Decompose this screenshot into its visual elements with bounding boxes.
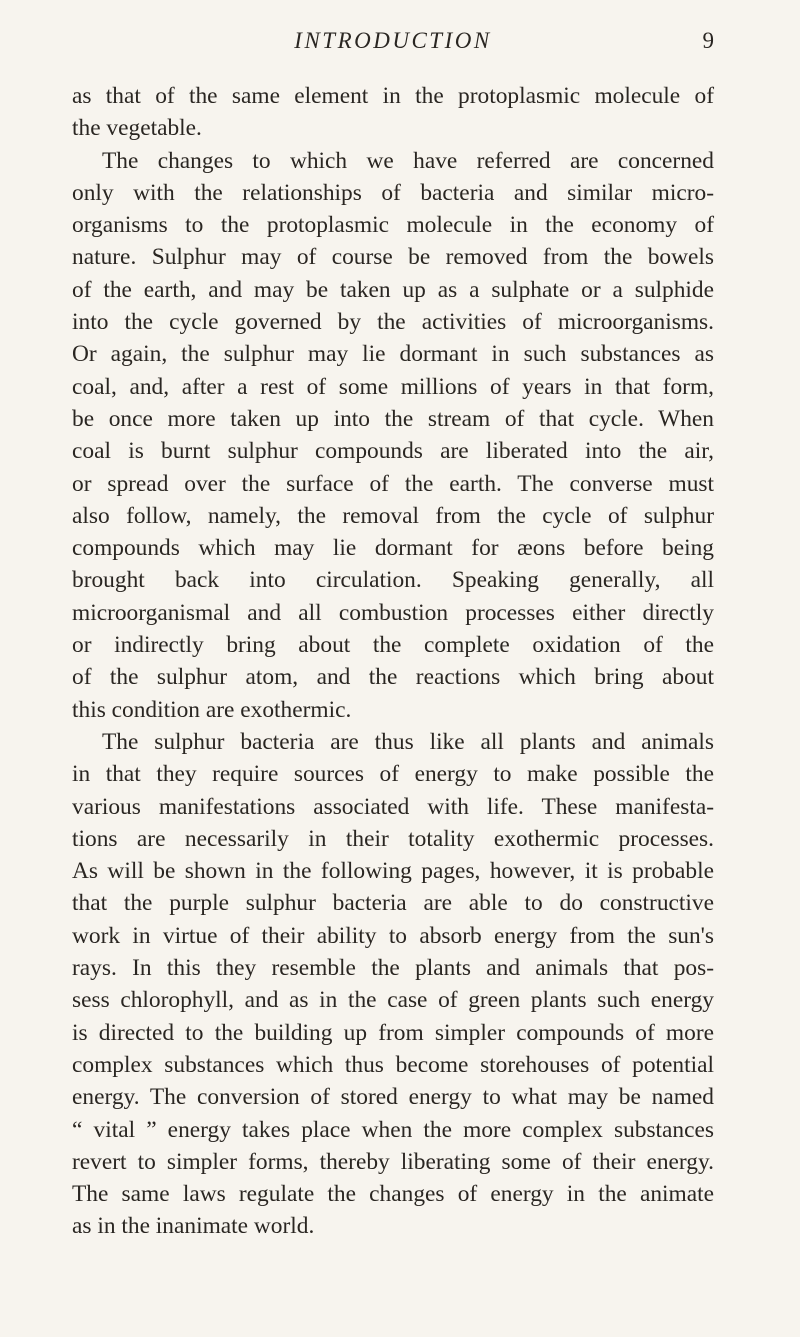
text-line: tions are necessarily in their totality exothermic processes.	[72, 825, 714, 852]
text-line: that the purple sulphur bacteria are able to do constructive	[72, 890, 714, 917]
text-line: microorganismal and all combustion processes either directly	[72, 599, 714, 626]
text-line: as that of the same element in the protoplasmic molecule of	[72, 83, 714, 109]
text-line: coal is burnt sulphur compounds are liberated into the air,	[72, 438, 714, 465]
text-line: or spread over the surface of the earth. The converse must	[72, 470, 714, 497]
text-line: brought back into circulation. Speaking generally, all	[72, 567, 714, 594]
text-line: be once more taken up into the stream of that cycle. When	[72, 405, 714, 432]
text-line: of the earth, and may be taken up as a sulphate or a sulphide	[72, 276, 714, 303]
text-line: “ vital ” energy takes place when the more complex substances	[72, 1116, 714, 1143]
text-line: is directed to the building up from simpler compounds of more	[72, 1019, 714, 1046]
page-number: 9	[702, 28, 714, 53]
text-line: Or again, the sulphur may lie dormant in such substances as	[72, 341, 714, 368]
text-line: organisms to the protoplasmic molecule in the economy of	[72, 212, 714, 239]
text-line: The changes to which we have referred are concerned	[102, 147, 714, 174]
text-line: sess chlorophyll, and as in the case of green plants such energy	[72, 987, 714, 1014]
text-line: of the sulphur atom, and the reactions which bring about	[72, 664, 714, 691]
page-header	[72, 28, 714, 68]
text-line: The sulphur bacteria are thus like all plants and animals	[102, 728, 714, 755]
text-line: various manifestations associated with life. These manifesta-	[72, 793, 714, 820]
text-line: or indirectly bring about the complete oxidation of the	[72, 632, 714, 659]
text-line: revert to simpler forms, thereby liberating some of their energy.	[72, 1148, 714, 1175]
text-line: compounds which may lie dormant for æons before being	[72, 535, 714, 562]
text-line: also follow, namely, the removal from the cycle of sulphur	[72, 502, 714, 529]
text-line: coal, and, after a rest of some millions of years in that form,	[72, 373, 714, 400]
text-line: work in virtue of their ability to absorb energy from the sun's	[72, 922, 714, 949]
text-line: complex substances which thus become storehouses of potential	[72, 1051, 714, 1078]
text-line: rays. In this they resemble the plants and animals that pos-	[72, 955, 714, 982]
text-line: into the cycle governed by the activities of microorganisms.	[72, 309, 714, 336]
text-line: energy. The conversion of stored energy to what may be named	[72, 1084, 714, 1111]
text-line: the vegetable.	[72, 115, 202, 142]
running-head: INTRODUCTION	[294, 28, 492, 53]
text-line: this condition are exothermic.	[72, 696, 352, 723]
text-line: As will be shown in the following pages, however, it is probable	[72, 858, 714, 885]
text-line: The same laws regulate the changes of energy in the animate	[72, 1181, 714, 1208]
text-line: only with the relationships of bacteria and similar micro-	[72, 179, 714, 206]
text-line: nature. Sulphur may of course be removed from the bowels	[72, 244, 714, 271]
body-text	[72, 80, 714, 1243]
text-line: in that they require sources of energy to make possible the	[72, 761, 714, 788]
text-line: as in the inanimate world.	[72, 1213, 315, 1240]
